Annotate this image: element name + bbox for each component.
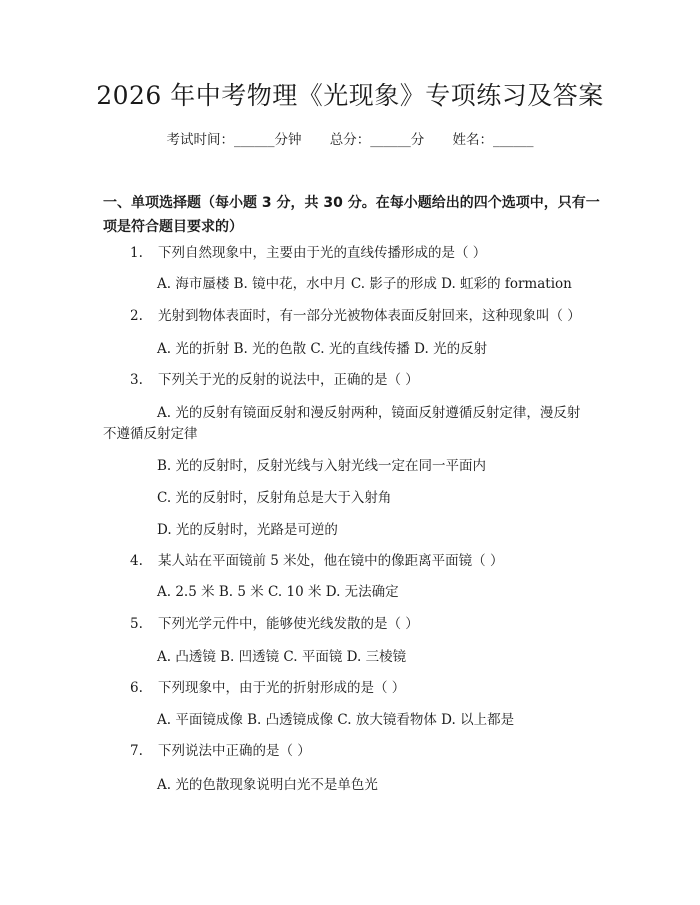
question-2 [130, 306, 581, 326]
question-3-option-b: B. 光的反射时，反射光线与入射光线一定在同一平面内 [157, 458, 487, 474]
exam-time-field: 考试时间：______分钟 [166, 132, 302, 148]
question-number: 6. [130, 680, 143, 696]
exam-meta [0, 130, 700, 150]
total-score-field: 总分：______分 [329, 132, 425, 148]
question-number: 2. [130, 308, 143, 324]
question-number: 5. [130, 616, 143, 632]
question-3-option-c: C. 光的反射时，反射角总是大于入射角 [157, 490, 392, 506]
question-text: 某人站在平面镜前 5 米处，他在镜中的像距离平面镜（ ） [158, 553, 504, 569]
question-number: 7. [130, 743, 143, 759]
page-title: 2026 年中考物理《光现象》专项练习及答案 [96, 81, 604, 110]
name-field: 姓名：______ [452, 132, 534, 148]
question-text: 下列光学元件中，能够使光线发散的是（ ） [158, 616, 419, 632]
question-text: 下列现象中，由于光的折射形成的是（ ） [158, 680, 406, 696]
question-6-options: A. 平面镜成像 B. 凸透镜成像 C. 放大镜看物体 D. 以上都是 [157, 712, 515, 728]
question-text: 下列说法中正确的是（ ） [158, 743, 311, 759]
question-4-options: A. 2.5 米 B. 5 米 C. 10 米 D. 无法确定 [157, 584, 399, 600]
question-7-option-a: A. 光的色散现象说明白光不是单色光 [157, 777, 378, 793]
question-text: 下列自然现象中，主要由于光的直线传播形成的是（ ） [158, 245, 487, 261]
question-1 [130, 243, 486, 263]
question-text: 下列关于光的反射的说法中，正确的是（ ） [158, 372, 419, 388]
question-text: 光射到物体表面时，有一部分光被物体表面反射回来，这种现象叫（ ） [158, 308, 581, 324]
question-2-options: A. 光的折射 B. 光的色散 C. 光的直线传播 D. 光的反射 [157, 341, 488, 357]
question-3-option-a-cont: 不遵循反射定律 [103, 426, 198, 442]
question-1-options: A. 海市蜃楼 B. 镜中花，水中月 C. 影子的形成 D. 虹彩的 formation [157, 276, 572, 292]
question-5 [130, 614, 419, 634]
question-4 [130, 551, 503, 571]
question-number: 4. [130, 553, 143, 569]
question-3-option-a: A. 光的反射有镜面反射和漫反射两种，镜面反射遵循反射定律，漫反射 [157, 405, 581, 421]
question-number: 1. [130, 245, 143, 261]
question-3 [130, 370, 419, 390]
question-6 [130, 678, 405, 698]
section-heading: 一、单项选择题（每小题 3 分，共 30 分。在每小题给出的四个选项中，只有一项是符合题目要求的） [103, 195, 600, 235]
question-7 [130, 741, 311, 761]
question-5-options: A. 凸透镜 B. 凹透镜 C. 平面镜 D. 三棱镜 [157, 649, 407, 665]
question-3-option-d: D. 光的反射时，光路是可逆的 [157, 522, 338, 538]
question-number: 3. [130, 372, 143, 388]
